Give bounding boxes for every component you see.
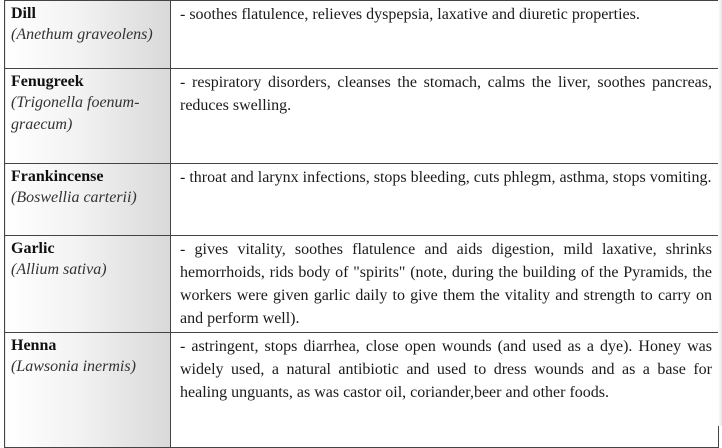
table-row (5, 69, 719, 164)
herb-description-cell (171, 1, 719, 69)
table-row (5, 1, 719, 69)
herb-description-cell (171, 164, 719, 236)
herb-name: Henna (11, 337, 57, 354)
table-row (5, 236, 719, 333)
herb-latin-name: (Allium sativa) (11, 261, 107, 278)
herb-latin-name: (Trigonella foenum-graecum) (11, 94, 140, 133)
herb-latin-name: (Anethum graveolens) (11, 26, 153, 43)
herb-name: Frankincense (11, 168, 104, 185)
herb-description: - gives vitality, soothes flatulence and aids digestion, mild laxative, shrinks hemorrhoids, rids body of "spirits" (note, during the building of the Pyramids, the workers were given garlic daily to give them the vitality and strength to carry on and perform well). (180, 241, 712, 327)
page-edge-shadow (718, 0, 722, 426)
herb-name: Garlic (11, 240, 55, 257)
herb-name-cell (5, 333, 171, 448)
herb-description-cell (171, 333, 719, 448)
herb-description-cell (171, 236, 719, 333)
herb-latin-name: (Lawsonia inermis) (11, 358, 136, 375)
table-row (5, 333, 719, 448)
herb-description: - respiratory disorders, cleanses the stomach, calms the liver, soothes pancreas, reduces swelling. (180, 74, 712, 114)
herb-description: - throat and larynx infections, stops bleeding, cuts phlegm, asthma, stops vomiting. (180, 169, 712, 186)
herb-description: - soothes flatulence, relieves dyspepsia, laxative and diuretic properties. (180, 6, 640, 23)
herb-latin-name: (Boswellia carterii) (11, 189, 137, 206)
herb-description: - astringent, stops diarrhea, close open wounds (and used as a dye). Honey was widely used, a natural antibiotic and used to dress wounds and as a base for healing unguants, as was castor oil, coriander,beer and other foods. (180, 338, 712, 401)
herb-name: Dill (11, 5, 36, 22)
herb-name-cell (5, 1, 171, 69)
herb-name: Fenugreek (11, 73, 84, 90)
table-row (5, 164, 719, 236)
herb-name-cell (5, 69, 171, 164)
herbs-table (4, 0, 719, 448)
herb-name-cell (5, 236, 171, 333)
herb-description-cell (171, 69, 719, 164)
herb-name-cell (5, 164, 171, 236)
